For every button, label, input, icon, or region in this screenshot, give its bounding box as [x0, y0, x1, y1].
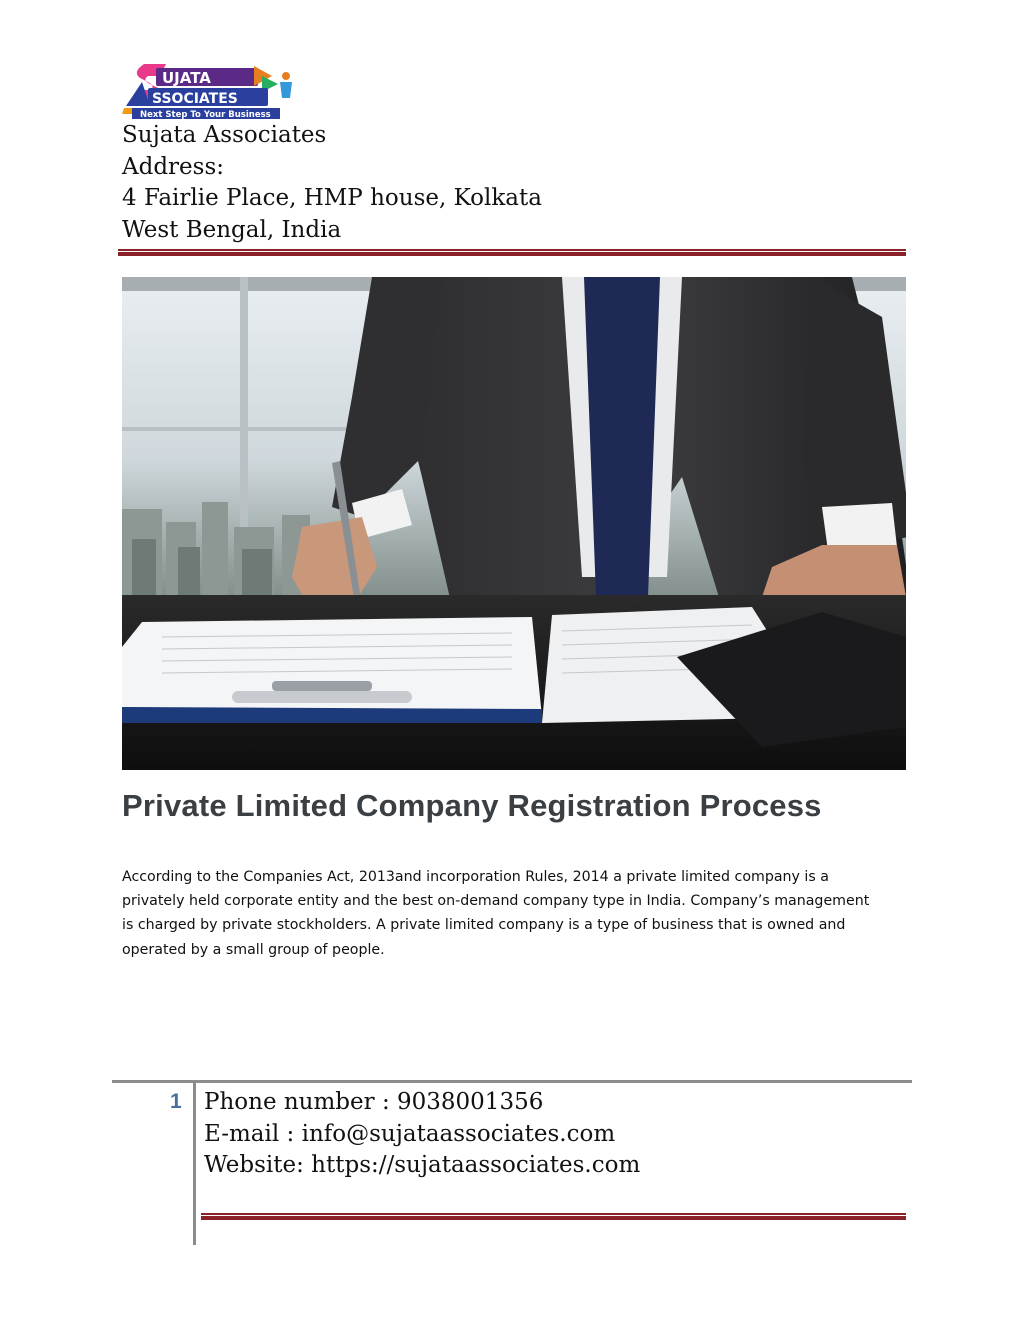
hero-image [122, 277, 906, 770]
website-url: Website: https://sujataassociates.com [204, 1152, 641, 1178]
company-address [122, 120, 542, 246]
company-logo [122, 62, 298, 120]
paragraph-line: operated by a small group of people. [122, 941, 385, 958]
logo-brand-bottom: SSOCIATES [152, 91, 238, 107]
footer-contact [204, 1087, 640, 1182]
paragraph-line: is charged by private stockholders. A private limited company is a type of business that is owned and [122, 917, 846, 934]
paragraph-line: According to the Companies Act, 2013and incorporation Rules, 2014 a private limited company is a [122, 869, 829, 885]
email-address: E-mail : info@sujataassociates.com [204, 1120, 616, 1147]
article-paragraph [122, 865, 912, 962]
article-title: Private Limited Company Registration Process [122, 788, 822, 823]
company-name: Sujata Associates [122, 122, 327, 148]
address-line-2: West Bengal, India [122, 216, 342, 243]
footer-vertical-rule [193, 1083, 196, 1245]
address-label: Address: [122, 153, 225, 180]
address-line-1: 4 Fairlie Place, HMP house, Kolkata [122, 185, 542, 211]
phone-number: Phone number : 9038001356 [204, 1089, 544, 1115]
logo-brand-top: UJATA [162, 69, 211, 87]
page-number: 1 [170, 1090, 182, 1113]
footer-divider [201, 1213, 906, 1220]
footer-top-rule [112, 1080, 912, 1083]
logo-tagline: Next Step To Your Business [140, 110, 271, 120]
header-divider [118, 249, 906, 256]
paragraph-line: privately held corporate entity and the best on-demand company type in India. Company’s management [122, 893, 870, 910]
